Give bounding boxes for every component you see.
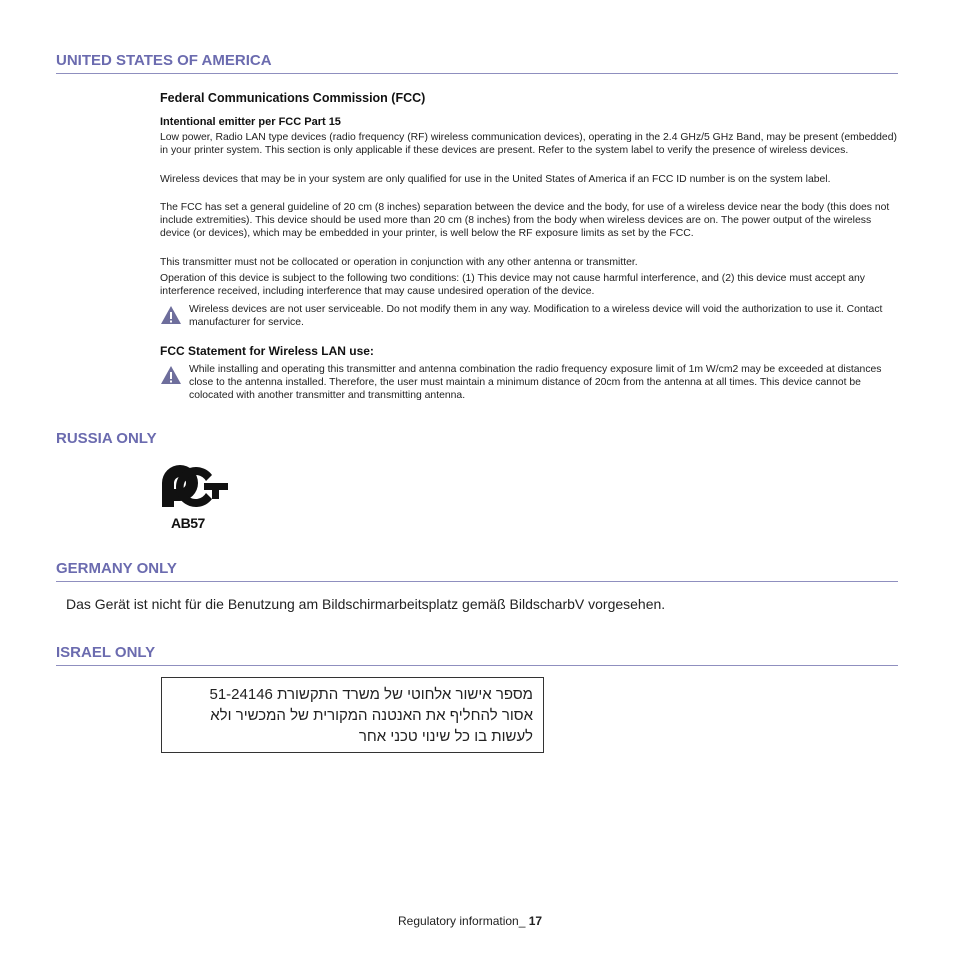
note-2-text: While installing and operating this transmitter and antenna combination the radio frequency exposure limit of 1m W/cm2 may be exceeded at distances close to the antenna installed. Therefore, the user must maintain a minimum distance of 20cm from the antenna at all times. This device cannot be colocated with another transmitter and transmitting antenna. bbox=[189, 364, 882, 401]
wlan-title: FCC Statement for Wireless LAN use: bbox=[160, 344, 374, 358]
usa-paragraph-5: Operation of this device is subject to the following two conditions: (1) This device may not cause harmful interference, and (2) this device must accept any interference received, including interference that may cause undesired operation of the device. bbox=[160, 273, 865, 297]
germany-heading: GERMANY ONLY bbox=[56, 560, 898, 582]
russia-heading: RUSSIA ONLY bbox=[56, 430, 157, 447]
page-number: 17 bbox=[528, 914, 543, 928]
israel-line-2: אסור להחליף את האנטנה המקורית של המכשיר ולא bbox=[210, 707, 533, 724]
usa-heading: UNITED STATES OF AMERICA bbox=[56, 52, 898, 74]
page-footer bbox=[398, 914, 542, 928]
germany-text: Das Gerät ist nicht für die Benutzung am Bildschirmarbeitsplatz gemäß BildscharbV vorgesehen. bbox=[66, 596, 666, 612]
usa-paragraph-2: Wireless devices that may be in your system are only qualified for use in the United States of America if an FCC ID number is on the system label. bbox=[160, 174, 831, 185]
note-1-text: Wireless devices are not user serviceable. Do not modify them in any way. Modification to a wireless device will void the authorization to use it. Contact manufacturer for service. bbox=[189, 304, 883, 328]
fcc-title: Federal Communications Commission (FCC) bbox=[160, 91, 426, 105]
warning-note-1 bbox=[160, 303, 898, 329]
usa-paragraph-3: The FCC has set a general guideline of 20 cm (8 inches) separation between the device and the body, for use of a wireless device near the body (this does not include extremities). This device should be used more than 20 cm (8 inches) from the body when wireless devices are on. The power output of the wireless device (or devices), which may be embedded in your printer, is well below the RF exposure limits as set by the FCC. bbox=[160, 202, 890, 239]
warning-icon bbox=[160, 365, 182, 385]
israel-line-3: לעשות בו כל שינוי טכני אחר bbox=[358, 728, 533, 745]
gost-r-certification-icon bbox=[160, 463, 230, 509]
usa-paragraph-4: This transmitter must not be collocated or operation in conjunction with any other antenna or transmitter. bbox=[160, 257, 638, 268]
israel-heading: ISRAEL ONLY bbox=[56, 644, 898, 666]
gost-code: AB57 bbox=[171, 515, 205, 531]
warning-note-2 bbox=[160, 363, 898, 402]
footer-label: Regulatory information_ bbox=[398, 914, 526, 928]
warning-icon bbox=[160, 305, 182, 325]
usa-paragraph-1: Low power, Radio LAN type devices (radio frequency (RF) wireless communication devices), operating in the 2.4 GHz/5 GHz Band, may be present (embedded) in your printer system. This section is only applicable if these devices are present. Refer to the system label to verify the presence of wireless devices. bbox=[160, 132, 897, 156]
israel-notice-box bbox=[161, 677, 544, 753]
israel-line-1: מספר אישור אלחוטי של משרד התקשורת 51-24146 bbox=[209, 686, 533, 703]
emitter-title: Intentional emitter per FCC Part 15 bbox=[160, 116, 341, 128]
